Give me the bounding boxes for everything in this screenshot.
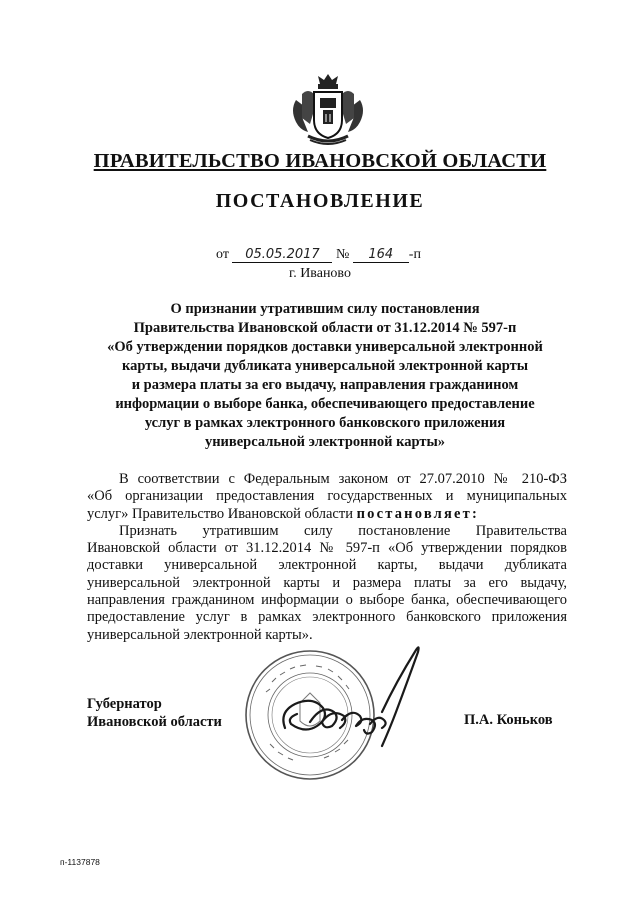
title-line: информации о выборе банка, обеспечивающего предоставление <box>115 396 535 412</box>
signatory-title <box>87 695 222 731</box>
title-line: услуг в рамках электронного банковского приложения <box>144 415 506 431</box>
body-line: универсальной электронной карты и размера платы за его выдачу, <box>87 574 567 591</box>
decree-verb: постановляет: <box>356 505 480 522</box>
title-line: О признании утратившим силу постановления <box>170 301 480 317</box>
body-line <box>87 506 567 523</box>
decree-body <box>87 471 567 644</box>
number-label: № <box>335 247 350 262</box>
title-line: Правительства Ивановской области от 31.12.2014 № 597-п <box>133 320 517 336</box>
document-type: ПОСТАНОВЛЕНИЕ <box>215 190 425 212</box>
title-line: и размера платы за его выдачу, направления гражданином <box>131 377 519 393</box>
body-line: В соответствии с Федеральным законом от 27.07.2010 № 210-ФЗ <box>119 471 567 487</box>
body-text: услуг» Правительство Ивановской области <box>87 505 353 522</box>
title-line: карты, выдачи дубликата универсальной электронной карты <box>121 358 529 374</box>
body-line: направления гражданином информации о выборе банка, обеспечивающего <box>87 592 567 609</box>
date-value: 05.05.2017 <box>232 247 332 263</box>
body-line: предоставление услуг в рамках электронного банковского приложения <box>87 609 567 626</box>
decree-title <box>80 300 570 452</box>
footer-code: п-1137878 <box>60 857 100 867</box>
body-line: «Об организации предоставления государственных и муниципальных <box>87 488 567 505</box>
body-line: универсальной электронной карты». <box>87 626 313 643</box>
title-line: «Об утверждении порядков доставки универсальной электронной <box>107 339 543 355</box>
signatory-title-line: Губернатор <box>87 696 162 712</box>
city: г. Иваново <box>289 266 351 281</box>
handwritten-signature <box>250 640 435 760</box>
body-line: Признать утратившим силу постановление Правительства <box>119 522 567 539</box>
signatory-name: П.А. Коньков <box>464 712 553 728</box>
coat-of-arms-icon <box>288 70 368 148</box>
organization-title: ПРАВИТЕЛЬСТВО ИВАНОВСКОЙ ОБЛАСТИ <box>93 150 547 172</box>
body-line: доставки универсальной электронной карты, выдачи дубликата <box>87 557 567 574</box>
body-line: Ивановской области от 31.12.2014 № 597-п «Об утверждении порядков <box>87 540 567 557</box>
number-value: 164 <box>353 247 409 263</box>
title-line: универсальной электронной карты» <box>204 434 446 450</box>
signatory-title-line: Ивановской области <box>87 714 222 730</box>
number-suffix: -п <box>408 247 421 262</box>
dateline <box>216 247 421 263</box>
date-prefix: от <box>216 247 229 262</box>
